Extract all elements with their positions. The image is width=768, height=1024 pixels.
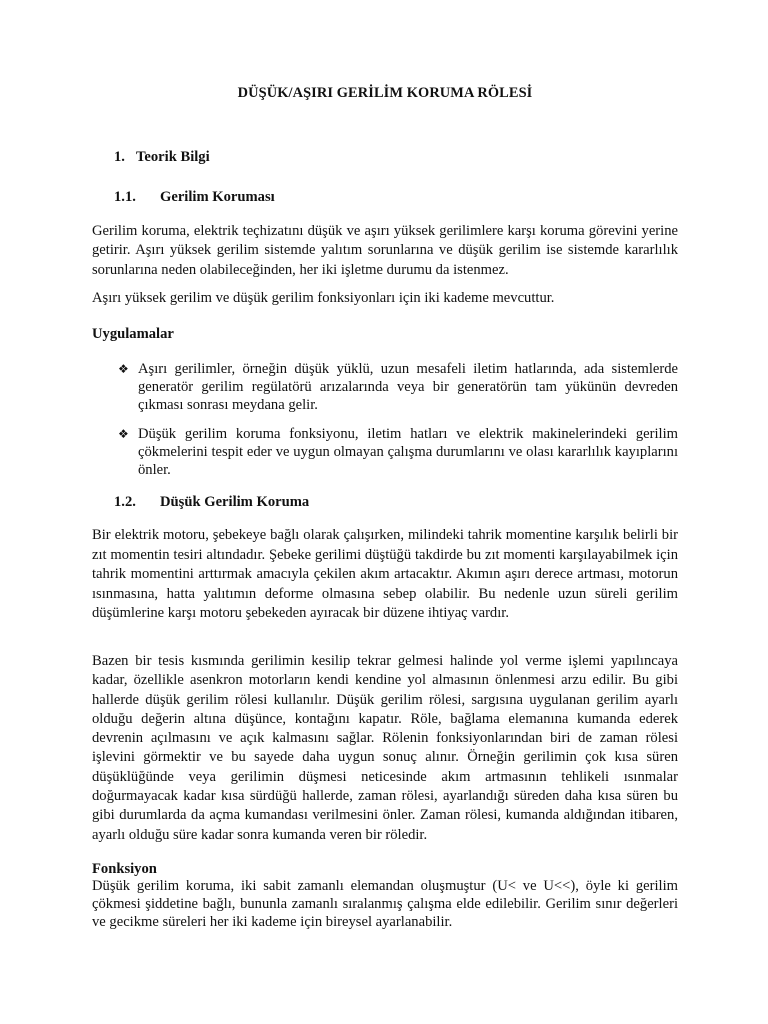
section-1-number: 1.: [114, 149, 125, 165]
function-heading: Fonksiyon: [92, 861, 157, 877]
section-1-2-title: Düşük Gerilim Koruma: [160, 494, 310, 510]
application-item-text: Düşük gerilim koruma fonksiyonu, iletim hatları ve elektrik makinelerindeki gerilim çökmelerini tespit eder ve uygun olmayan çalışma durumlarını ve olası kararlılık kayıplarını önler.: [138, 426, 678, 478]
section-1-heading: [114, 148, 210, 166]
section-1-title: Teorik Bilgi: [136, 149, 210, 165]
diamond-bullet-icon: ❖: [118, 427, 129, 441]
gerilim-korumasi-paragraph-2: Aşırı yüksek gerilim ve düşük gerilim fonksiyonları için iki kademe mevcuttur.: [92, 290, 555, 306]
dusuk-gerilim-paragraph-1: Bir elektrik motoru, şebekeye bağlı olarak çalışırken, milindeki tahrik momentine karşılık belirli bir zıt momentin tesiri altındadır. Şebeke gerilimi düştüğü takdirde bu zıt momenti karşılayabilmek için tahrik momentini arttırmak amacıyla çekilen akım artacaktır. Akımın aşırı derece artması, motorun ısınmasına, hatta yalıtımın deforme olmasına sebep olabilir. Bu nedenle uzun süreli gerilim düşümlerine karşı motoru şebekeden ayıracak bir düzene ihtiyaç vardır.: [92, 527, 678, 622]
section-1-1-title: Gerilim Koruması: [160, 189, 275, 205]
applications-heading: Uygulamalar: [92, 326, 174, 342]
application-item-text: Aşırı gerilimler, örneğin düşük yüklü, uzun mesafeli iletim hatlarında, ada sistemlerde generatör gerilim regülatörü arızalarında veya bir generatörün tam yükünün devreden çıkması sonrası meydana gelir.: [138, 361, 678, 413]
section-1-2-heading: [114, 493, 309, 511]
diamond-bullet-icon: ❖: [118, 362, 129, 376]
document-title: DÜŞÜK/AŞIRI GERİLİM KORUMA RÖLESİ: [237, 85, 533, 101]
section-1-1-number: 1.1.: [114, 189, 136, 205]
function-paragraph: Düşük gerilim koruma, iki sabit zamanlı elemandan oluşmuştur (U< ve U<<), öyle ki gerilim çökmesi şiddetine bağlı, bununla zamanlı sıralanmış çalışma elde edilebilir. Gerilim sınır değerleri ve gecikme süreleri her iki kademe için bireysel ayarlanabilir.: [92, 878, 678, 931]
dusuk-gerilim-paragraph-2: Bazen bir tesis kısmında gerilimin kesilip tekrar gelmesi halinde yol verme işlemi yapılıncaya kadar, özellikle asenkron motorların kendi kendine yol almasının önlenmesi arzu edilir. Bu gibi hallerde düşük gerilim rölesi kullanılır. Düşük gerilim rölesi, sargısına uygulanan gerilim ayarlı olduğu değerin altına düşünce, kontağını kapatır. Röle, bağlama elemanına kumanda ederek devrenin açılmasını ve açık kalmasını sağlar. Rölenin fonksiyonlarından biri de zaman rölesi işlevini görmektir ve bu sayede daha uygun sonuç alınır. Örneğin gerilimin çok kısa süren düşüklüğünde veya gerilimin düşmesi neticesinde akım artmasının tehlikeli ısınmalar doğurmayacak kadar kısa sürdüğü hallerde, zaman rölesi, ayarlandığı süreden daha kısa süren bu gibi durumlarda da açma kumandası verilmesini önler. Zaman rölesi, kumanda aldığından itibaren, ayarlı olduğu süre kadar sonra kumanda veren bir röledir.: [92, 653, 678, 843]
gerilim-korumasi-paragraph-1: Gerilim koruma, elektrik teçhizatını düşük ve aşırı yüksek gerilimlere karşı koruma görevini yerine getirir. Aşırı yüksek gerilim sistemde yalıtım sorunlarına ve düşük gerilim ise sistemde kararlılık sorunlarına neden olabileceğinden, her iki işletme durumu da istenmez.: [92, 223, 678, 278]
section-1-1-heading: [114, 188, 275, 206]
application-item: [114, 425, 678, 479]
section-1-2-number: 1.2.: [114, 494, 136, 510]
application-item: [114, 360, 678, 414]
